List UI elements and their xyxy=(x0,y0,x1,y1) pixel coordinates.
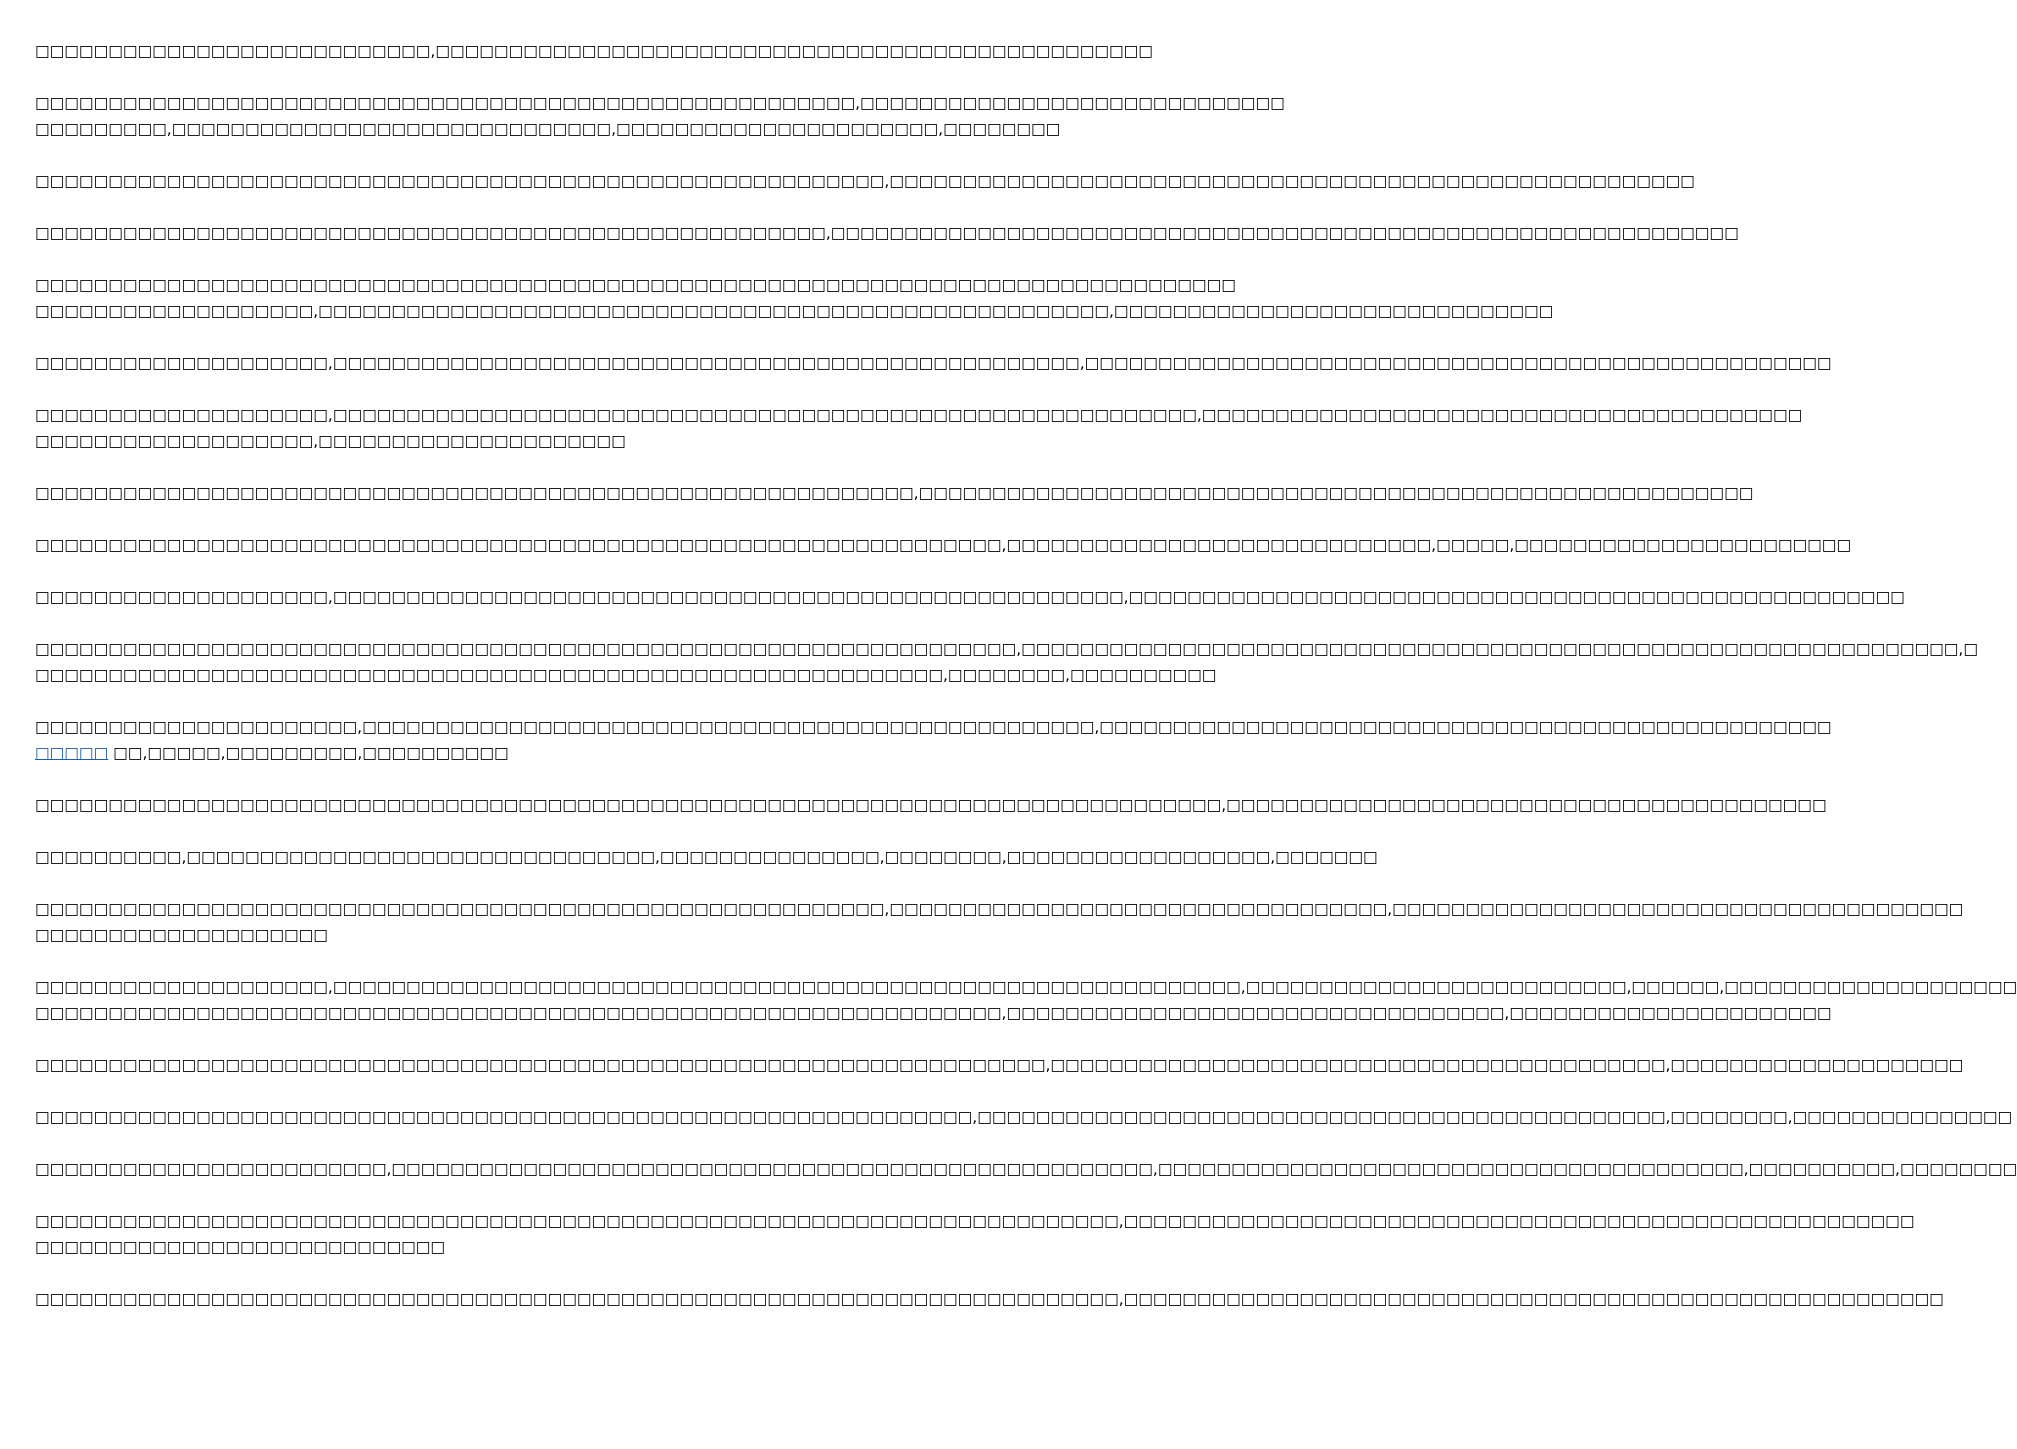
paragraph-10 xyxy=(35,584,1905,610)
paragraph-line: □□□□□□□□□□□□□□□□□□□□,□□□□□□□□□□□□□□□□□□□□□□□□□□□□□□□□□□□□□□□□□□□□□□□□□□□□□□□□□□□□□□,□□□□□□□□□□□□□□□□□□□□□□□□□□,□□□□□□,□□□□□□□□□□□□□□□□□□□□ xyxy=(35,978,2017,996)
paragraph-line: □□□□□□□□□□□□□□□□□□□□□□□□□□□□□□□□□□□□□□□□□□□□□□□□□□□□□□,□□□□□□□□□□□□□□□□□□□□□□□□□□□□□□□□□□□□□□□□□□□□□□□□□□□□□□□□□□□□□□ xyxy=(35,224,1739,242)
paragraph-1 xyxy=(35,38,1153,64)
paragraph-line: □□□□□□□□□,□□□□□□□□□□□□□□□□□□□□□□□□□□□□□□,□□□□□□□□□□□□□□□□□□□□□□,□□□□□□□□ xyxy=(35,120,1061,138)
paragraph-line: □□□□□□□□□□,□□□□□□□□□□□□□□□□□□□□□□□□□□□□□□□□,□□□□□□□□□□□□□□□,□□□□□□□□,□□□□□□□□□□□□□□□□□□,□□□□□□□ xyxy=(35,848,1378,866)
paragraph-line: □□□□□□□□□□□□□□□□□□□□□□□□□□□□□□□□□□□□□□□□□□□□□□□□□□□□□□□□□□□□□□□□□□□□□□□□□□,□□□□□□□□□□□□□□□□□□□□□□□□□□□□□□□□□□□□□□□□□□□□□□□□□□□□□□□□ xyxy=(35,1290,1944,1308)
paragraph-line: □□□□□□□□□□□□□□□□□□□□□□□□□□□□□□□□□□□□□□□□□□□□□□□□□□□□□□□□□□□□□□□□□□□□□,□□□□□□□□□□□□□□□□□□□□□□□□□□□□□□□□□□□□□□□□□□,□□□□□□□□□□□□□□□□□□□□ xyxy=(35,1056,1964,1074)
paragraph-16 xyxy=(35,974,2017,1026)
paragraph-8 xyxy=(35,480,1754,506)
paragraph-19 xyxy=(35,1156,2017,1182)
paragraph-7 xyxy=(35,402,1803,454)
paragraph-line: □□□□□□□□□□□□□□□□□□□,□□□□□□□□□□□□□□□□□□□□□□□□□□□□□□□□□□□□□□□□□□□□□□□□□□□□□□,□□□□□□□□□□□□□□□□□□□□□□□□□□□□□□ xyxy=(35,302,1554,320)
paragraph-12 xyxy=(35,714,1832,766)
paragraph-line xyxy=(35,740,990,766)
paragraph-9 xyxy=(35,532,1852,558)
paragraph-18 xyxy=(35,1104,2013,1130)
paragraph-6 xyxy=(35,350,1832,376)
paragraph-line: □□□□□□□□□□□□□□□□□□□□,□□□□□□□□□□□□□□□□□□□□□□□□□□□□□□□□□□□□□□□□□□□□□□□□□□□,□□□□□□□□□□□□□□□□□□□□□□□□□□□□□□□□□□□□□□□□□□□□□□□□□□□ xyxy=(35,354,1832,372)
paragraph-line: □□□□□□□□□□□□□□□□□□□□□□□□□□□□□□□□□□□□□□□□□□□□□□□□□□□□□□□□□□,□□□□□□□□□□□□□□□□□□□□□□□□□□□□□□□□□□□□□□□□□□□□□□□□□□□□□□□ xyxy=(35,172,1695,190)
paragraph-line: □□□□□□□□□□□□□□□□□□□□□□□□□□□□□□□□□□□□□□□□□□□□□□□□□□□□□□□□□□,□□□□□□□□□□□□□□□□□□□□□□□□□□□□□□□□□□,□□□□□□□□□□□□□□□□□□□□□□□□□□□□□□□□□□□□□□□ xyxy=(35,900,1964,918)
paragraph-15 xyxy=(35,896,1964,948)
paragraph-line: □□□□□□□□□□□□□□□□□□□□□□□□□□□□□□□□□□□□□□□□□□□□□□□□□□□□□□□□□□□□□□□□□□,□□□□□□□□□□□□□□□□□□□□□□□□□□□□□,□□□□□,□□□□□□□□□□□□□□□□□□□□□□□ xyxy=(35,536,1852,554)
paragraph-line: □□□□□□□□□□□□□□□□□□□□□□□□□□□□□□□□□□□□□□□□□□□□□□□□□□□□□□□□□□□□,□□□□□□□□□□□□□□□□□□□□□□□□□□□□□□□□□□□□□□□□□□□□□□□□□□□□□□□□□ xyxy=(35,484,1754,502)
paragraph-13 xyxy=(35,792,1827,818)
paragraph-11 xyxy=(35,636,1978,688)
paragraph-line: □□□□□□□□□□□□□□□□□□□□□□□□□□□□□□□□□□□□□□□□□□□□□□□□□□□□□□□□□□□□□□□□□□,□□□□□□□□□□□□□□□□□□□□□□□□□□□□□□□□□□,□□□□□□□□□□□□□□□□□□□□□□ xyxy=(35,1004,1832,1022)
paragraph-line: □□□□□□□□□□□□□□□□□□□□□□□□□□□□ xyxy=(35,1238,446,1256)
paragraph-line: □□□□□□□□□□□□□□□□□□□,□□□□□□□□□□□□□□□□□□□□□ xyxy=(35,432,626,450)
paragraph-4 xyxy=(35,220,1739,246)
paragraph-14 xyxy=(35,844,1378,870)
paragraph-line: □□□□□□□□□□□□□□□□□□□□□□□□□□□□□□□□□□□□□□□□□□□□□□□□□□□□□□□□□□□□□□□□□□□□□□□□□□□□□□□□□,□□□□□□□□□□□□□□□□□□□□□□□□□□□□□□□□□□□□□□□□□ xyxy=(35,796,1827,814)
paragraph-line: □□□□□□□□□□□□□□□□□□□□□□,□□□□□□□□□□□□□□□□□□□□□□□□□□□□□□□□□□□□□□□□□□□□□□□□□□,□□□□□□□□□□□□□□□□□□□□□□□□□□□□□□□□□□□□□□□□□□□□□□□□□□ xyxy=(35,718,1832,736)
paragraph-line: □□□□□□□□□□□□□□□□□□□□,□□□□□□□□□□□□□□□□□□□□□□□□□□□□□□□□□□□□□□□□□□□□□□□□□□□□□□,□□□□□□□□□□□□□□□□□□□□□□□□□□□□□□□□□□□□□□□□□□□□□□□□□□□□□ xyxy=(35,588,1905,606)
paragraph-line: □□□□□□□□□□□□□□□□□□□□□□□□□□□□□□□□□□□□□□□□□□□□□□□□□□□□□□□□□□□□□□,□□□□□□□□,□□□□□□□□□□ xyxy=(35,666,1217,684)
paragraph-2 xyxy=(35,90,1285,142)
paragraph-17 xyxy=(35,1052,1964,1078)
paragraph-line: □□□□□□□□□□□□□□□□□□□□□□□□□□□□□□□□□□□□□□□□□□□□□□□□□□□□□□□□□□□□□□□□□□□,□□□□□□□□□□□□□□□□□□□□□□□□□□□□□□□□□□□□□□□□□□□□□□□□□□□□□□□□□□□□□□□□,□ xyxy=(35,640,1978,658)
paragraph-line: □□□□□□□□□□□□□□□□□□□□□□□□□□□□□□□□□□□□□□□□□□□□□□□□□□□□□□□□,□□□□□□□□□□□□□□□□□□□□□□□□□□□□□ xyxy=(35,94,1285,112)
paragraph-5 xyxy=(35,272,1554,324)
paragraph-line: □□□□□□□□□□□□□□□□□□□□□□□□,□□□□□□□□□□□□□□□□□□□□□□□□□□□□□□□□□□□□□□□□□□□□□□□□□□□□,□□□□□□□□□□□□□□□□□□□□□□□□□□□□□□□□□□□□□□□□,□□□□□□□□□□,□□□□□□□□ xyxy=(35,1160,2017,1178)
paragraph-3 xyxy=(35,168,1695,194)
paragraph-line: □□□□□□□□□□□□□□□□□□□□□□□□□□□,□□□□□□□□□□□□□□□□□□□□□□□□□□□□□□□□□□□□□□□□□□□□□□□□□ xyxy=(35,42,1153,60)
paragraph-line: □□□□□□□□□□□□□□□□□□□□ xyxy=(35,926,328,944)
paragraph-line: □□□□□□□□□□□□□□□□□□□□□□□□□□□□□□□□□□□□□□□□□□□□□□□□□□□□□□□□□□□□□□□□□□□□□□□□□□,□□□□□□□□□□□□□□□□□□□□□□□□□□□□□□□□□□□□□□□□□□□□□□□□□□□□□□ xyxy=(35,1212,1915,1230)
paragraph-line: □□□□□□□□□□□□□□□□□□□□□□□□□□□□□□□□□□□□□□□□□□□□□□□□□□□□□□□□□□□□□□□□,□□□□□□□□□□□□□□□□□□□□□□□□□□□□□□□□□□□□□□□□□□□□□□□,□□□□□□□□,□□□□□□□□□□□□□□□ xyxy=(35,1108,2013,1126)
paragraph-20 xyxy=(35,1208,1915,1260)
paragraph-line: □□□□□□□□□□□□□□□□□□□□,□□□□□□□□□□□□□□□□□□□□□□□□□□□□□□□□□□□□□□□□□□□□□□□□□□□□□□□□□□□,□□□□□□□□□□□□□□□□□□□□□□□□□□□□□□□□□□□□□□□□□ xyxy=(35,406,1803,424)
inline-link[interactable]: □□□□□ xyxy=(35,744,109,762)
paragraph-line: □□□□□□□□□□□□□□□□□□□□□□□□□□□□□□□□□□□□□□□□□□□□□□□□□□□□□□□□□□□□□□□□□□□□□□□□□□□□□□□□□□ xyxy=(35,276,1236,294)
document-body xyxy=(35,38,2017,1338)
paragraph-line-rest: □□,□□□□□,□□□□□□□□□,□□□□□□□□□□ xyxy=(108,744,509,762)
paragraph-21 xyxy=(35,1286,1944,1312)
